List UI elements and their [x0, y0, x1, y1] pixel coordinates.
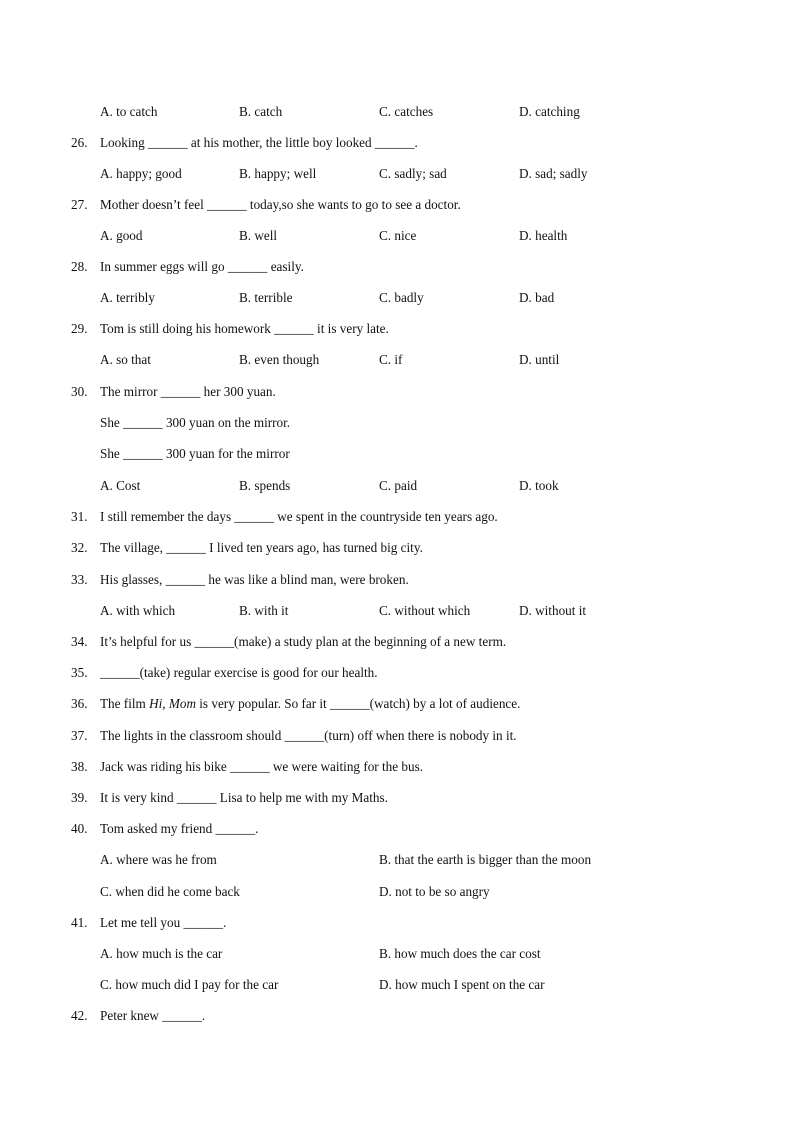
- options-row: [0, 477, 794, 495]
- answer-option: D. not to be so angry: [379, 884, 490, 899]
- question-text: In summer eggs will go ______ easily.: [100, 259, 304, 274]
- answer-option: D. health: [519, 228, 568, 243]
- question-number: 35.: [71, 665, 88, 680]
- answer-option: B. well: [239, 228, 278, 243]
- question-text: Looking ______ at his mother, the little boy looked ______.: [100, 135, 418, 150]
- answer-option: C. nice: [379, 228, 417, 243]
- answer-option: C. how much did I pay for the car: [100, 977, 279, 992]
- answer-option: D. bad: [519, 290, 555, 305]
- question-line: [0, 695, 794, 713]
- options-row: [0, 227, 794, 245]
- answer-option: B. that the earth is bigger than the moon: [379, 852, 592, 867]
- question-number: 33.: [71, 572, 88, 587]
- question-line: [0, 383, 794, 401]
- question-text: I still remember the days ______ we spent in the countryside ten years ago.: [100, 509, 498, 524]
- answer-option: A. where was he from: [100, 852, 217, 867]
- question-number: 37.: [71, 728, 88, 743]
- answer-option: C. when did he come back: [100, 884, 240, 899]
- answer-option: A. good: [100, 228, 143, 243]
- question-text: Peter knew ______.: [100, 1008, 206, 1023]
- question-text: The village, ______ I lived ten years ago, has turned big city.: [100, 540, 423, 555]
- answer-option: B. how much does the car cost: [379, 946, 541, 961]
- answer-option: A. so that: [100, 352, 151, 367]
- question-number: 30.: [71, 384, 88, 399]
- answer-option: C. if: [379, 352, 403, 367]
- question-number: 27.: [71, 197, 88, 212]
- answer-option: C. without which: [379, 603, 471, 618]
- question-line: [0, 789, 794, 807]
- question-line: [0, 633, 794, 651]
- question-line: [0, 258, 794, 276]
- answer-option: A. how much is the car: [100, 946, 223, 961]
- question-text: ______(take) regular exercise is good for our health.: [100, 665, 378, 680]
- answer-option: D. until: [519, 352, 560, 367]
- question-number: 42.: [71, 1008, 88, 1023]
- answer-option: B. terrible: [239, 290, 293, 305]
- answer-option: D. sad; sadly: [519, 166, 588, 181]
- question-number: 40.: [71, 821, 88, 836]
- question-text: It is very kind ______ Lisa to help me with my Maths.: [100, 790, 388, 805]
- question-text: The mirror ______ her 300 yuan.: [100, 384, 276, 399]
- options-row: [0, 976, 794, 994]
- question-text: She ______ 300 yuan on the mirror.: [100, 415, 291, 430]
- question-text: It’s helpful for us ______(make) a study plan at the beginning of a new term.: [100, 634, 507, 649]
- options-row: [0, 945, 794, 963]
- question-number: 39.: [71, 790, 88, 805]
- answer-option: C. sadly; sad: [379, 166, 447, 181]
- question-number: 32.: [71, 540, 88, 555]
- question-number: 41.: [71, 915, 88, 930]
- question-line: [0, 820, 794, 838]
- question-number: 36.: [71, 696, 88, 711]
- question-line: [0, 320, 794, 338]
- question-text: She ______ 300 yuan for the mirror: [100, 446, 290, 461]
- answer-option: C. catches: [379, 104, 434, 119]
- answer-option: A. happy; good: [100, 166, 182, 181]
- question-continuation: [0, 414, 794, 432]
- answer-option: C. paid: [379, 478, 418, 493]
- question-text: Let me tell you ______.: [100, 915, 227, 930]
- answer-option: D. how much I spent on the car: [379, 977, 545, 992]
- answer-option: B. even though: [239, 352, 320, 367]
- question-text-pre: The film: [100, 696, 150, 711]
- film-title: Hi, Mom: [149, 696, 196, 711]
- answer-option: D. without it: [519, 603, 587, 618]
- question-line: [0, 914, 794, 932]
- answer-option: A. to catch: [100, 104, 158, 119]
- question-number: 29.: [71, 321, 88, 336]
- options-row: [0, 851, 794, 869]
- question-number: 26.: [71, 135, 88, 150]
- question-line: [0, 727, 794, 745]
- answer-option: D. took: [519, 478, 559, 493]
- question-line: [0, 758, 794, 776]
- question-line: [0, 134, 794, 152]
- question-number: 28.: [71, 259, 88, 274]
- question-text: Mother doesn’t feel ______ today,so she wants to go to see a doctor.: [100, 197, 461, 212]
- question-number: 34.: [71, 634, 88, 649]
- answer-option: B. catch: [239, 104, 283, 119]
- question-text: [100, 695, 520, 713]
- answer-option: A. with which: [100, 603, 176, 618]
- answer-option: A. terribly: [100, 290, 155, 305]
- question-line: [0, 571, 794, 589]
- answer-option: A. Cost: [100, 478, 141, 493]
- answer-option: B. spends: [239, 478, 291, 493]
- question-line: [0, 664, 794, 682]
- question-text: His glasses, ______ he was like a blind man, were broken.: [100, 572, 409, 587]
- question-continuation: [0, 445, 794, 463]
- question-text: Tom asked my friend ______.: [100, 821, 259, 836]
- question-text: Jack was riding his bike ______ we were waiting for the bus.: [100, 759, 424, 774]
- question-text: The lights in the classroom should ______(turn) off when there is nobody in it.: [100, 728, 517, 743]
- question-line: [0, 539, 794, 557]
- options-row: [0, 165, 794, 183]
- question-text-post: is very popular. So far it ______(watch) by a lot of audience.: [195, 696, 521, 711]
- answer-option: C. badly: [379, 290, 424, 305]
- options-row: [0, 289, 794, 307]
- answer-option: B. happy; well: [239, 166, 317, 181]
- question-text: Tom is still doing his homework ______ it is very late.: [100, 321, 389, 336]
- question-number: 31.: [71, 509, 88, 524]
- options-row: [0, 883, 794, 901]
- answer-option: D. catching: [519, 104, 580, 119]
- question-line: [0, 508, 794, 526]
- options-row: [0, 103, 794, 121]
- question-line: [0, 1007, 794, 1025]
- answer-option: B. with it: [239, 603, 289, 618]
- question-number: 38.: [71, 759, 88, 774]
- question-line: [0, 196, 794, 214]
- options-row: [0, 351, 794, 369]
- options-row: [0, 602, 794, 620]
